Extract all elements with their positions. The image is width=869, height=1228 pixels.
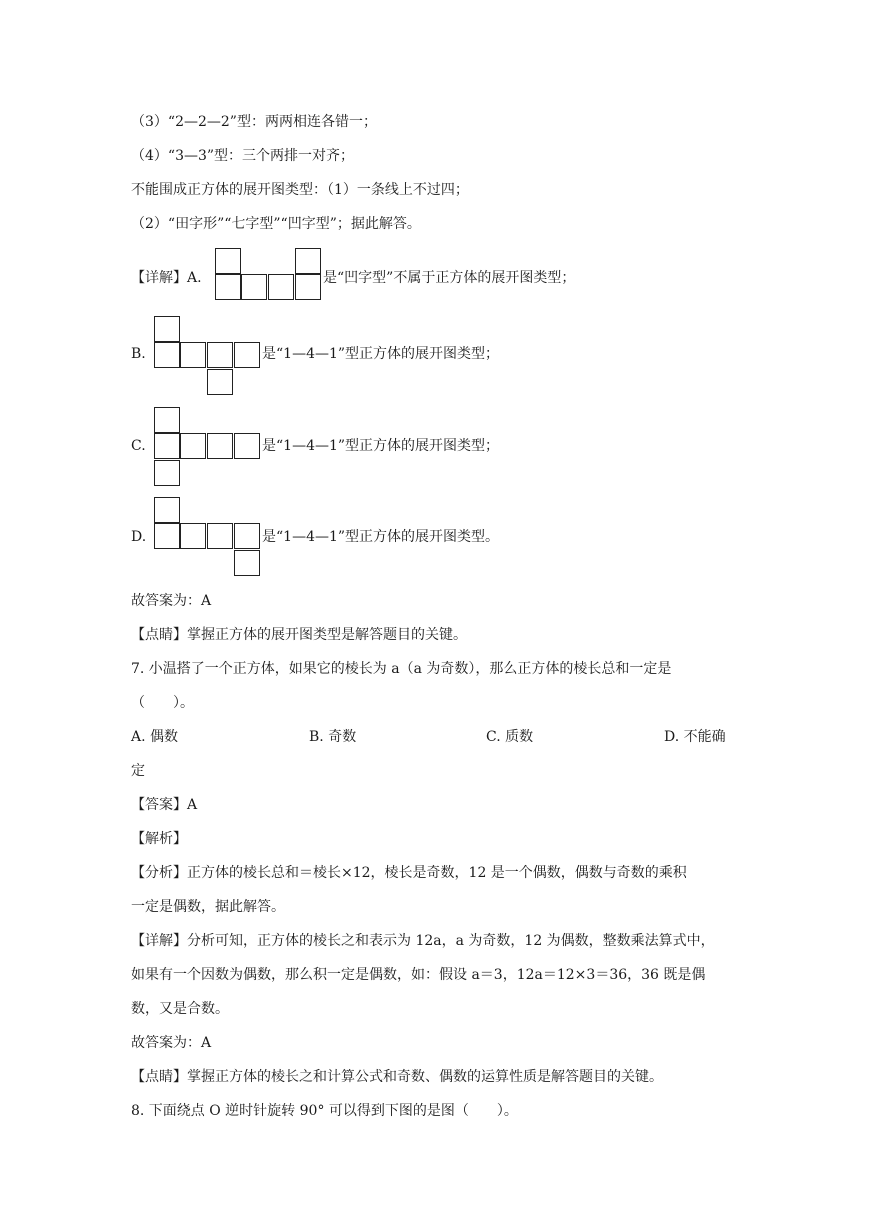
line-tian-zi: （2）“田字形”“七字型”“凹字型”；据此解答。 (131, 216, 421, 232)
q7-tip: 【点睛】掌握正方体的棱长之和计算公式和奇数、偶数的运算性质是解答题目的关键。 (131, 1069, 663, 1085)
detail-a-prefix: 【详解】A. (131, 270, 202, 286)
detail-b-prefix: B. (131, 346, 146, 362)
q7-stem-line2: （ ）。 (131, 695, 194, 711)
q7-analysis-line1: 【分析】正方体的棱长总和＝棱长×12，棱长是奇数，12 是一个偶数，偶数与奇数的乘积 (131, 865, 687, 881)
q7-detail-line2: 如果有一个因数为偶数，那么积一定是偶数，如：假设 a＝3，12a＝12×3＝36，36 既是偶 (131, 967, 706, 983)
detail-a-text: 是“凹字型”不属于正方体的展开图类型； (323, 270, 576, 286)
q7-answer-label: 【答案】A (131, 797, 198, 813)
q7-detail-line1: 【详解】分析可知，正方体的棱长之和表示为 12a，a 为奇数，12 为偶数，整数乘法算式中， (131, 933, 715, 949)
q8-stem: 8. 下面绕点 O 逆时针旋转 90° 可以得到下图的是图（ ）。 (131, 1103, 518, 1119)
net-a (215, 248, 322, 301)
detail-c-prefix: C. (131, 438, 146, 454)
q7-answer: 故答案为：A (131, 1035, 212, 1051)
detail-d-text: 是“1—4—1”型正方体的展开图类型。 (262, 529, 500, 545)
net-d (154, 497, 261, 577)
q7-stem-line1: 7. 小温搭了一个正方体，如果它的棱长为 a（a 为奇数），那么正方体的棱长总和一定是 (131, 661, 672, 677)
q7-option-d: D. 不能确 (664, 729, 726, 745)
line-cannot-form: 不能围成正方体的展开图类型：（1）一条线上不过四； (131, 182, 469, 198)
q7-analysis-line2: 一定是偶数，据此解答。 (131, 899, 285, 915)
q7-detail-line3: 数，又是合数。 (131, 1001, 229, 1017)
q7-option-b: B. 奇数 (309, 729, 357, 745)
q7-option-a: A. 偶数 (131, 729, 179, 745)
q7-option-d-cont: 定 (131, 763, 145, 779)
line-type-222: （3）“2—2—2”型：两两相连各错一； (131, 114, 377, 130)
tip-6: 【点睛】掌握正方体的展开图类型是解答题目的关键。 (131, 627, 467, 643)
line-type-33: （4）“3—3”型：三个两排一对齐； (131, 148, 355, 164)
detail-d-prefix: D. (131, 529, 147, 545)
detail-b-text: 是“1—4—1”型正方体的展开图类型； (262, 346, 500, 362)
net-c (154, 407, 261, 487)
q7-analysis-label: 【解析】 (131, 831, 187, 847)
answer-6: 故答案为：A (131, 593, 212, 609)
net-b (154, 316, 261, 396)
detail-c-text: 是“1—4—1”型正方体的展开图类型； (262, 438, 500, 454)
q7-option-c: C. 质数 (486, 729, 534, 745)
